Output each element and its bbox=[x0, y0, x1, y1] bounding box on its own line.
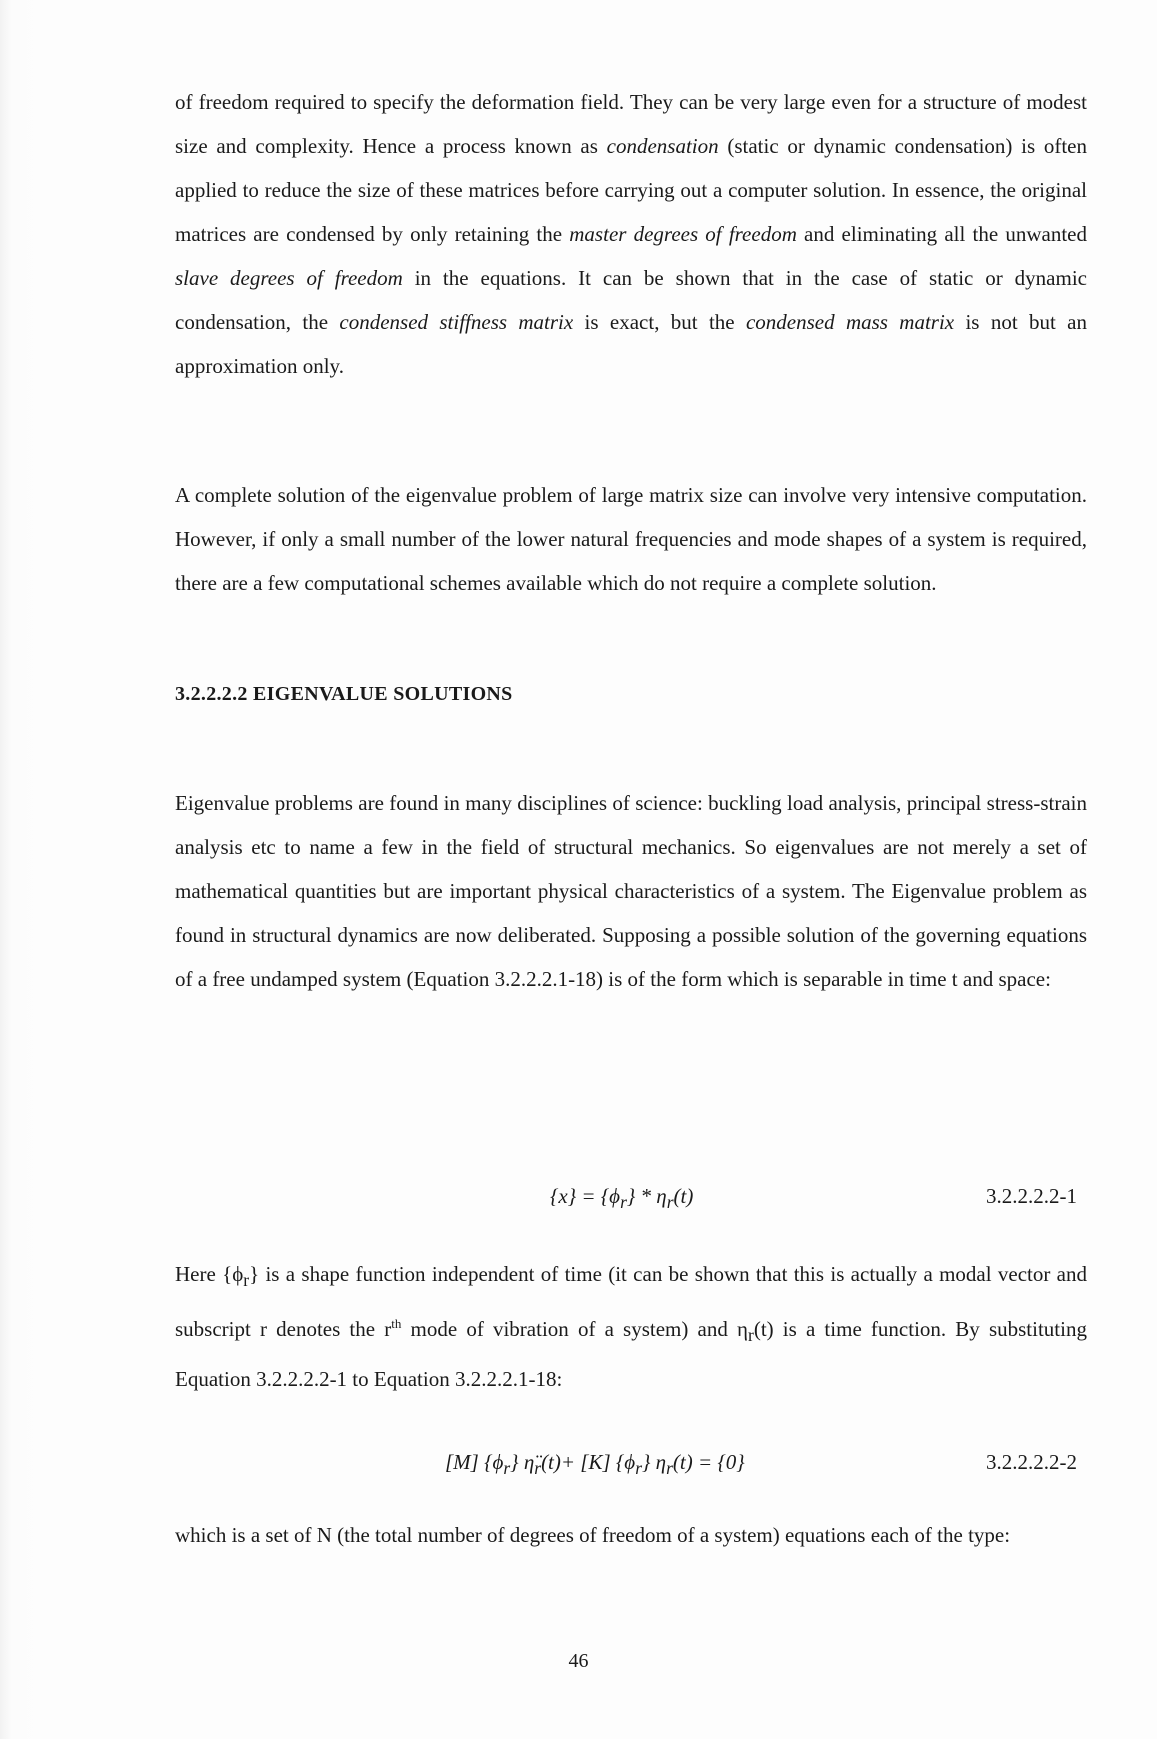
paragraph-equation-set: which is a set of N (the total number of degrees of freedom of a system) equations each of the type: bbox=[175, 1523, 1011, 1547]
text-run: of freedom required to specify the deformation field. They can be very large even for a structure of modest size and complexity. Hence a process known as bbox=[175, 90, 1087, 158]
paragraph-eigenvalue-computation: A complete solution of the eigenvalue problem of large matrix size can involve very intensive computation. However, if only a small number of the lower natural frequencies and mode shapes of a system is required, there are a few computational schemes available which do not require a complete solution. bbox=[175, 483, 1087, 595]
term-condensation: condensation bbox=[606, 134, 719, 158]
page-number: 46 bbox=[568, 1650, 589, 1672]
equation-1-body: $\{x\} = \{\phi_r\} * \eta_r(t)$ bbox=[550, 1184, 694, 1213]
equation-1-number: 3.2.2.2.2-1 bbox=[986, 1184, 1077, 1208]
equation-2 bbox=[175, 1444, 1087, 1484]
term-condensed-mass: condensed mass matrix bbox=[745, 310, 955, 334]
paragraph-condensation bbox=[175, 80, 1087, 388]
text-run: (static or dynamic condensation) is often applied to reduce the size of these matrices before carrying out a computer solution. In essence, the original matrices are condensed by only retaining the bbox=[175, 134, 1087, 246]
equation-2-body: [M] $\{\phi_r\}$ $\etä_r(t)+ [K]$ $\{\phi_r\} \eta_r(t) = \{0\}$ bbox=[445, 1450, 745, 1479]
equation-1 bbox=[175, 1178, 1087, 1218]
text-run: is not but an approximation only. bbox=[175, 310, 1087, 378]
term-slave-dof: slave degrees of freedom bbox=[175, 266, 403, 290]
paragraph-shape-function: Here $\{\phi_r\}$ is a shape function independent of time (it can be shown that this is actually a modal vector and subscript r denotes the $r^{th}$ mode of vibration of a system) and $\eta_r(t)$ is a time function. By substituting Equation 3.2.2.2.2-1 to Equation 3.2.2.2.1-18: bbox=[175, 1262, 1087, 1392]
term-master-dof: master degrees of freedom bbox=[569, 222, 797, 246]
equation-2-number: 3.2.2.2.2-2 bbox=[986, 1450, 1077, 1474]
text-run: in the equations. It can be shown that in the case of static or dynamic condensation, the bbox=[175, 266, 1087, 334]
text-run: is exact, but the bbox=[573, 310, 746, 334]
paragraph-eigenvalue-problems: Eigenvalue problems are found in many disciplines of science: buckling load analysis, principal stress-strain analysis etc to name a few in the field of structural mechanics. So eigenvalues are not merely a set of mathematical quantities but are important physical characteristics of a system. The Eigenvalue problem as found in structural dynamics are now deliberated. Supposing a possible solution of the governing equations of a free undamped system (Equation 3.2.2.2.1-18) is of the form which is separable in time t and space: bbox=[175, 791, 1087, 991]
section-heading: 3.2.2.2.2 EIGENVALUE SOLUTIONS bbox=[175, 683, 513, 705]
text-run: and eliminating all the unwanted bbox=[796, 222, 1087, 246]
term-condensed-stiffness: condensed stiffness matrix bbox=[339, 310, 574, 334]
